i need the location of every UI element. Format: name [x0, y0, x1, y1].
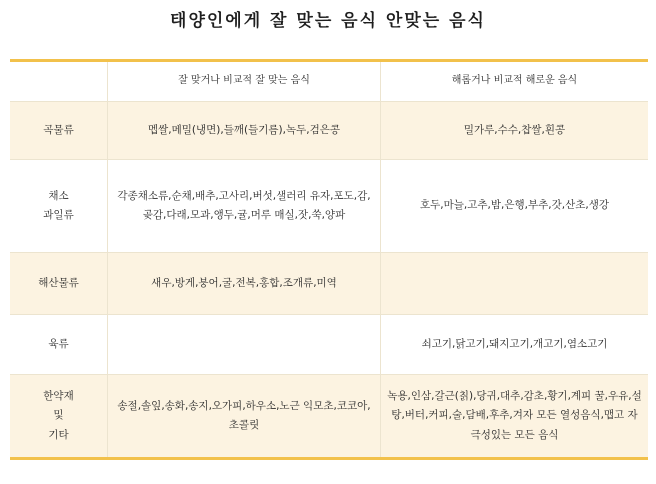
good-foods-cell	[107, 102, 381, 159]
row-category	[10, 102, 107, 159]
bad-foods-cell	[381, 160, 648, 252]
bad-foods-cell	[381, 102, 648, 159]
bad-foods-text: 밀가루,수수,찹쌀,흰콩	[463, 123, 566, 136]
good-foods-cell	[107, 315, 381, 374]
good-foods-text: 각종채소류,순채,배추,고사리,버섯,샐러리 유자,포도,감,곶감,다래,모과,앵두,귤,머루 매실,잣,쑥,양파	[117, 189, 371, 221]
table-row	[10, 315, 648, 375]
bad-foods-cell	[381, 315, 648, 374]
good-foods-cell	[107, 160, 381, 252]
row-category	[10, 315, 107, 374]
category-label: 채소	[48, 189, 69, 202]
row-category	[10, 375, 107, 457]
category-label: 곡물류	[43, 123, 74, 136]
bad-foods-text: 호두,마늘,고추,밤,은행,부추,갓,산초,생강	[420, 199, 609, 212]
bad-foods-text: 녹용,인삼,갈근(칡),당귀,대추,감초,황기,계피 꿀,우유,설탕,버터,커피,술,담배,후추,겨자 모든 열성음식,맵고 자극성있는 모든 음식	[387, 389, 642, 441]
table-row	[10, 253, 648, 315]
good-foods-text: 새우,방게,붕어,굴,전복,홍합,조개류,미역	[151, 276, 337, 289]
category-label: 해산물류	[38, 276, 79, 289]
page-title: 태양인에게 잘 맞는 음식 안맞는 음식	[170, 11, 486, 31]
category-label: 한약재	[43, 389, 74, 402]
food-table	[10, 59, 648, 460]
category-label: 육류	[48, 337, 69, 350]
table-row	[10, 160, 648, 253]
category-label: 및	[53, 409, 64, 422]
good-foods-text: 멥쌀,메밀(냉면),들깨(들기름),녹두,검은콩	[147, 123, 341, 136]
table-row	[10, 102, 648, 160]
header-category	[10, 62, 107, 101]
header-good-foods: 잘 맞거나 비교적 잘 맞는 음식	[107, 62, 381, 101]
good-foods-cell	[107, 375, 381, 457]
row-category	[10, 253, 107, 314]
bad-foods-cell	[381, 375, 648, 457]
bad-foods-text: 쇠고기,닭고기,돼지고기,개고기,염소고기	[421, 337, 608, 350]
row-category	[10, 160, 107, 252]
category-label: 과일류	[43, 209, 74, 221]
bad-foods-cell	[381, 253, 648, 314]
header-bad-foods: 해롭거나 비교적 해로운 음식	[451, 75, 578, 87]
table-header-row	[10, 62, 648, 102]
category-label: 기타	[48, 428, 69, 441]
table-row	[10, 375, 648, 457]
good-foods-text: 송절,솔잎,송화,송지,오가피,하우소,노근 익모초,코코아,초콜릿	[117, 399, 371, 431]
good-foods-cell	[107, 253, 381, 314]
